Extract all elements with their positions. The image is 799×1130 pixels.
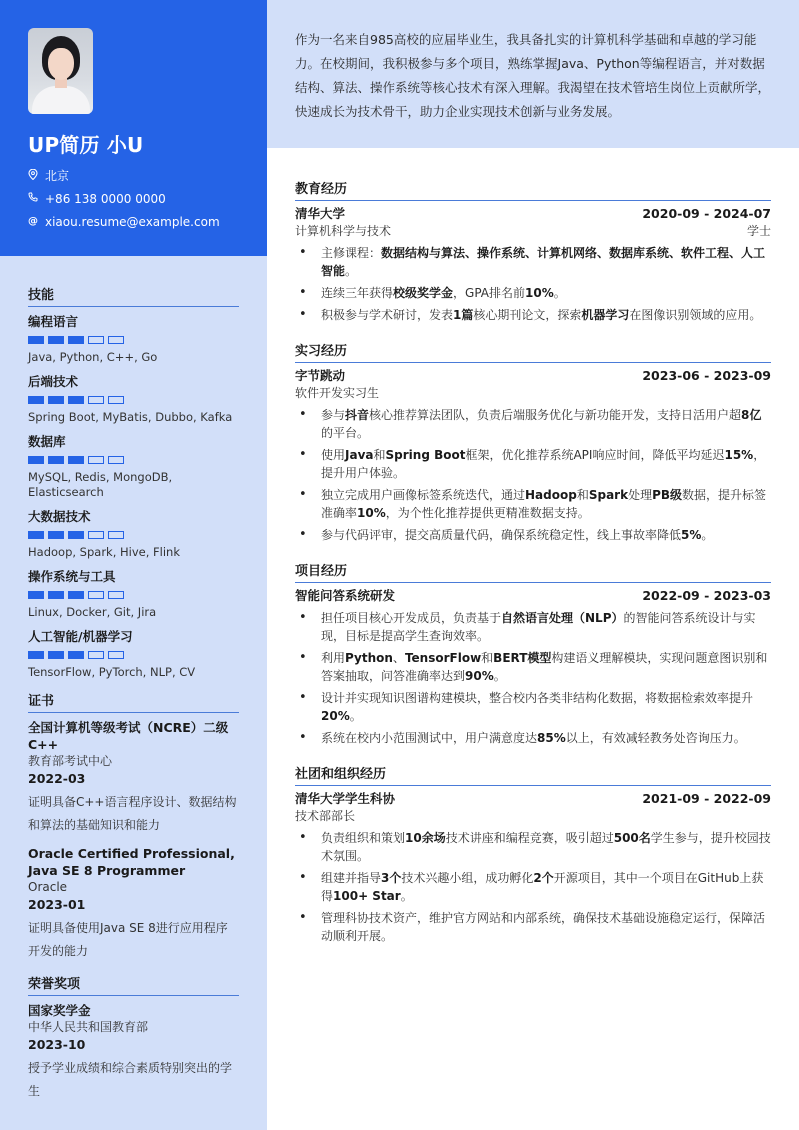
contact-email [28,214,239,229]
certificates-list [28,719,239,963]
item-date: 2023-01 [28,897,86,912]
at-sign-icon: @ [28,215,38,227]
item-title: Oracle Certified Professional, Java SE 8 Programmer [28,846,235,878]
skill-rating [28,651,239,659]
map-pin-icon [28,169,38,183]
skill-item [28,628,239,680]
education-dates: 2020-09 - 2024-07 [642,206,771,221]
internship-heading: 实习经历 [295,340,771,363]
skill-list: MySQL, Redis, MongoDB, Elasticsearch [28,470,173,499]
item-title: 全国计算机等级考试（NCRE）二级C++ [28,720,229,752]
club-name: 清华大学学生科协 [295,791,396,806]
profile-header [0,0,267,256]
club-bullets [295,829,771,945]
skill-level-bar [48,456,64,464]
skill-title: 大数据技术 [28,509,91,524]
skill-list: Hadoop, Spark, Hive, Flink [28,545,181,559]
skill-level-bar [88,336,104,344]
email-link[interactable]: xiaou.resume@example.com [45,214,220,229]
internship-section [295,340,771,544]
company-name: 字节跳动 [295,368,346,383]
skill-level-bar [108,651,124,659]
candidate-name: UP简历 小U [28,133,144,157]
skill-level-bar [88,591,104,599]
internship-role: 软件开发实习生 [295,386,380,400]
skill-level-bar [28,336,44,344]
projects-heading: 项目经历 [295,560,771,583]
major: 计算机科学与技术 [295,224,392,238]
skill-level-bar [68,591,84,599]
awards-list [28,1002,239,1103]
item-title: 国家奖学金 [28,1003,91,1018]
skill-level-bar [48,336,64,344]
bullet-item: • 系统在校内小范围测试中，用户满意度达85%以上，有效减轻教务处咨询压力。 [295,729,771,747]
skill-level-bar [28,591,44,599]
skill-level-bar [108,396,124,404]
skill-title: 编程语言 [28,314,79,329]
skill-list: TensorFlow, PyTorch, NLP, CV [28,665,196,679]
skill-level-bar [68,336,84,344]
bullet-item: • 独立完成用户画像标签系统迭代，通过Hadoop和Spark处理PB级数据，提升标签准确率10%，为个性化推荐提供更精准数据支持。 [295,486,771,522]
item-date: 2023-10 [28,1037,86,1052]
skill-rating [28,531,239,539]
bullet-item: • 积极参与学术研讨，发表1篇核心期刊论文，探索机器学习在图像识别领域的应用。 [295,306,771,324]
clubs-section [295,763,771,945]
skill-level-bar [108,456,124,464]
skills-heading: 技能 [28,284,239,307]
skill-level-bar [108,531,124,539]
item-description: 证明具备C++语言程序设计、数据结构和算法的基础知识和能力 [28,795,237,832]
school-name: 清华大学 [295,206,346,221]
skill-item [28,373,239,425]
bullet-item: • 管理科协技术资产，维护官方网站和内部系统，确保技术基础设施稳定运行，保障活动顺利开展。 [295,909,771,945]
skill-item [28,568,239,620]
certificates-item [28,719,239,837]
project-name: 智能问答系统研发 [295,588,396,603]
project-dates: 2022-09 - 2023-03 [642,588,771,603]
skill-level-bar [48,531,64,539]
skill-level-bar [68,396,84,404]
club-role: 技术部部长 [295,809,356,823]
skill-item [28,433,239,500]
item-issuer: 教育部考试中心 [28,754,113,768]
item-description: 证明具备使用Java SE 8进行应用程序开发的能力 [28,921,228,958]
skill-level-bar [48,591,64,599]
skill-level-bar [68,456,84,464]
skill-rating [28,336,239,344]
skill-list: Linux, Docker, Git, Jira [28,605,157,619]
summary-block [267,0,799,148]
skill-rating [28,456,239,464]
skill-title: 数据库 [28,434,66,449]
item-description: 授予学业成绩和综合素质特别突出的学生 [28,1061,233,1098]
bullet-item: • 利用Python、TensorFlow和BERT模型构建语义理解模块，实现问题意图识别和答案抽取，问答准确率达到90%。 [295,649,771,685]
bullet-item: • 负责组织和策划10余场技术讲座和编程竞赛，吸引超过500名学生参与，提升校园技术氛围。 [295,829,771,865]
skill-level-bar [68,531,84,539]
clubs-heading: 社团和组织经历 [295,763,771,786]
projects-section [295,560,771,747]
sidebar [0,0,267,1130]
awards-heading: 荣誉奖项 [28,973,239,996]
item-issuer: 中华人民共和国教育部 [28,1020,149,1034]
location-text: 北京 [45,169,70,183]
skill-level-bar [88,456,104,464]
bullet-item: • 设计并实现知识图谱构建模块，整合校内各类非结构化数据，将数据检索效率提升20%。 [295,689,771,725]
skills-list [28,313,239,680]
bullet-item: • 参与代码评审，提交高质量代码，确保系统稳定性，线上事故率降低5%。 [295,526,771,544]
degree: 学士 [746,224,771,238]
skill-level-bar [48,651,64,659]
education-bullets [295,244,771,324]
skill-list: Spring Boot, MyBatis, Dubbo, Kafka [28,410,233,424]
skill-level-bar [88,396,104,404]
summary-text: 作为一名来自985高校的应届毕业生，我具备扎实的计算机科学基础和卓越的学习能力。在校期间，我积极参与多个项目，熟练掌握Java、Python等编程语言，并对数据结构、算法、操作系统等核心技术有深入理解。我渴望在技术管培生岗位上贡献所学，快速成长为技术骨干，助力企业实现技术创新与业务发展。 [295,32,771,119]
skill-level-bar [48,396,64,404]
skill-item [28,313,239,365]
contact-location [28,168,239,183]
contact-info [28,168,239,229]
education-section [295,178,771,324]
bullet-item: • 主修课程：数据结构与算法、操作系统、计算机网络、数据库系统、软件工程、人工智能。 [295,244,771,280]
bullet-item: • 连续三年获得校级奖学金，GPA排名前10%。 [295,284,771,302]
bullet-item: • 参与抖音核心推荐算法团队，负责后端服务优化与新功能开发，支持日活用户超8亿的平台。 [295,406,771,442]
main-content [295,178,771,961]
skill-rating [28,591,239,599]
club-dates: 2021-09 - 2022-09 [642,791,771,806]
skill-level-bar [88,651,104,659]
internship-dates: 2023-06 - 2023-09 [642,368,771,383]
skill-level-bar [68,651,84,659]
phone-icon [28,192,38,205]
project-bullets [295,609,771,747]
awards-item [28,1002,239,1103]
internship-bullets [295,406,771,544]
bullet-item: • 组建并指导3个技术兴趣小组，成功孵化2个开源项目，其中一个项目在GitHub上获得100+ Star。 [295,869,771,905]
avatar-photo [28,28,93,114]
certificates-item [28,845,239,963]
skill-level-bar [28,396,44,404]
skill-rating [28,396,239,404]
skill-title: 后端技术 [28,374,79,389]
skill-title: 人工智能/机器学习 [28,629,133,644]
skill-level-bar [28,531,44,539]
certificates-heading: 证书 [28,690,239,713]
sidebar-body [0,256,267,1103]
contact-phone [28,191,239,206]
skill-level-bar [108,336,124,344]
education-heading: 教育经历 [295,178,771,201]
skill-level-bar [108,591,124,599]
skill-level-bar [28,456,44,464]
skill-level-bar [28,651,44,659]
skill-level-bar [88,531,104,539]
skill-title: 操作系统与工具 [28,569,116,584]
bullet-item: • 使用Java和Spring Boot框架，优化推荐系统API响应时间，降低平均延迟15%，提升用户体验。 [295,446,771,482]
skill-item [28,508,239,560]
phone-text[interactable]: +86 138 0000 0000 [45,191,166,206]
skill-list: Java, Python, C++, Go [28,350,158,364]
item-issuer: Oracle [28,880,68,894]
item-date: 2022-03 [28,771,86,786]
bullet-item: • 担任项目核心开发成员，负责基于自然语言处理（NLP）的智能问答系统设计与实现，目标是提高学生查询效率。 [295,609,771,645]
